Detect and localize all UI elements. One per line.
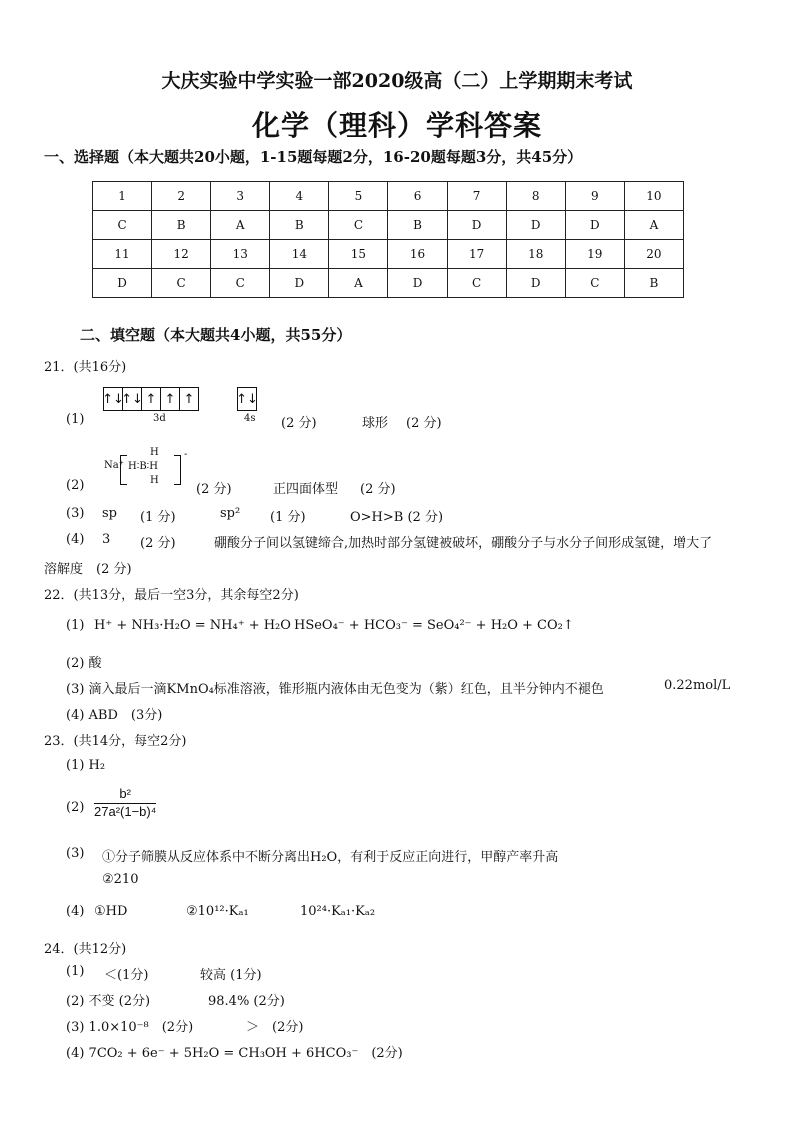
answer-cell: D xyxy=(93,269,152,298)
q21-p1-label: (1) xyxy=(66,412,85,427)
question-number-cell: 3 xyxy=(211,182,270,211)
section1-heading: 一、选择题（本大题共20小题，1-15题每题2分，16-20题每题3分，共45分） xyxy=(44,148,583,166)
q24-p3-b: ＞ (2分) xyxy=(246,1020,304,1035)
fraction-numerator: b² xyxy=(119,786,131,801)
q21-p1-shape: 球形 xyxy=(362,416,389,431)
q23-p4-a: ①HD xyxy=(94,904,128,919)
q24-p3-a: (3) 1.0×10⁻⁸ (2分) xyxy=(66,1020,194,1035)
question-number-cell: 10 xyxy=(624,182,683,211)
answer-cell: B xyxy=(388,211,447,240)
orbital-4s xyxy=(237,387,257,411)
q21-head: 21．(共16分) xyxy=(44,360,127,375)
section2-heading: 二、填空题（本大题共4小题，共55分） xyxy=(80,326,352,344)
answer-cell: A xyxy=(211,211,270,240)
answer-cell: C xyxy=(329,211,388,240)
q22-p2: (2) 酸 xyxy=(66,656,102,671)
answer-title: 化学（理科）学科答案 xyxy=(251,109,542,142)
q21-p2-shape: 正四面体型 xyxy=(273,482,339,497)
q24-p2-a: (2) 不变 (2分) xyxy=(66,994,151,1009)
answer-cell: C xyxy=(211,269,270,298)
question-number-cell: 15 xyxy=(329,240,388,269)
lewis-na: Na⁺ xyxy=(104,460,124,471)
q21-p2-label: (2) xyxy=(66,478,85,493)
lewis-top-h: H xyxy=(150,447,159,458)
lewis-charge: - xyxy=(184,449,188,460)
orbital-box: ↑ xyxy=(142,388,161,410)
exam-title: 大庆实验中学实验一部2020级高（二）上学期期末考试 xyxy=(161,70,633,92)
answer-cell: C xyxy=(565,269,624,298)
q23-p2-label: (2) xyxy=(66,800,85,815)
question-number-cell: 4 xyxy=(270,182,329,211)
question-number-cell: 16 xyxy=(388,240,447,269)
question-number-cell: 18 xyxy=(506,240,565,269)
q22-p1-eq2: HSeO₄⁻ + HCO₃⁻ = SeO₄²⁻ + H₂O + CO₂↑ xyxy=(294,618,574,633)
q21-p3-a: sp xyxy=(102,506,117,521)
q24-p4: (4) 7CO₂ + 6e⁻ + 5H₂O = CH₃OH + 6HCO₃⁻ (2分) xyxy=(66,1046,403,1061)
orbital-3d xyxy=(103,387,199,411)
question-number-cell: 2 xyxy=(152,182,211,211)
question-number-cell: 11 xyxy=(93,240,152,269)
q23-p3-label: (3) xyxy=(66,846,85,861)
question-number-cell: 19 xyxy=(565,240,624,269)
answer-cell: D xyxy=(565,211,624,240)
q21-p4-label: (4) xyxy=(66,532,85,547)
answer-cell: D xyxy=(506,211,565,240)
lewis-center: H∶B∶H xyxy=(128,461,158,472)
q22-p4: (4) ABD (3分) xyxy=(66,708,163,723)
question-number-cell: 20 xyxy=(624,240,683,269)
question-number-cell: 1 xyxy=(93,182,152,211)
answer-cell: D xyxy=(388,269,447,298)
q24-p1-b: 较高 (1分) xyxy=(200,968,262,983)
question-number-cell: 13 xyxy=(211,240,270,269)
q22-p1-label: (1) xyxy=(66,618,85,633)
q21-p1-shape-score: (2 分) xyxy=(406,416,442,431)
orbital-box: ↑ xyxy=(161,388,180,410)
q21-p2-score: (2 分) xyxy=(196,482,232,497)
q21-p1-score: (2 分) xyxy=(281,416,317,431)
q24-p1-a: ＜(1分) xyxy=(104,968,149,983)
orbital-3d-label: 3d xyxy=(153,413,166,424)
orbital-box: ↑ xyxy=(183,391,195,407)
q24-p2-b: 98.4% (2分) xyxy=(208,994,285,1009)
equilibrium-constant-fraction xyxy=(94,786,156,819)
answer-cell: D xyxy=(506,269,565,298)
q22-head: 22．(共13分，最后一空3分，其余每空2分) xyxy=(44,588,299,603)
orbital-box: ↑↓ xyxy=(236,391,258,407)
q23-p4-b: ②10¹²·Kₐ₁ xyxy=(186,904,249,919)
q21-p4-a: 3 xyxy=(102,532,111,547)
question-number-cell: 9 xyxy=(565,182,624,211)
q21-p3-label: (3) xyxy=(66,506,85,521)
q22-p1-eq1: H⁺ + NH₃·H₂O = NH₄⁺ + H₂O xyxy=(94,618,291,633)
q24-head: 24．(共12分) xyxy=(44,942,127,957)
answer-table-row xyxy=(93,211,684,240)
q21-p3-c: O>H>B (2 分) xyxy=(350,510,444,525)
answer-table-row xyxy=(93,182,684,211)
answer-cell: D xyxy=(447,211,506,240)
orbital-box: ↑↓ xyxy=(123,388,142,410)
q22-p3-value: 0.22mol/L xyxy=(664,678,731,693)
q21-p3-b-score: (1 分) xyxy=(270,510,306,525)
q23-p4-c: 10²⁴·Kₐ₁·Kₐ₂ xyxy=(300,904,376,919)
answer-table-row xyxy=(93,240,684,269)
lewis-bottom-h: H xyxy=(150,475,159,486)
q23-p3-a: ①分子筛膜从反应体系中不断分离出H₂O，有利于反应正向进行，甲醇产率升高 xyxy=(102,850,559,865)
lewis-structure xyxy=(120,447,190,487)
fraction-denominator: 27a²(1−b)⁴ xyxy=(94,804,157,819)
answer-cell: D xyxy=(270,269,329,298)
q21-p4-a-score: (2 分) xyxy=(140,536,176,551)
answer-cell: C xyxy=(93,211,152,240)
answer-table-row xyxy=(93,269,684,298)
answer-cell: A xyxy=(624,211,683,240)
answer-cell: C xyxy=(152,269,211,298)
q23-p1: (1) H₂ xyxy=(66,758,106,773)
question-number-cell: 14 xyxy=(270,240,329,269)
answer-cell: B xyxy=(624,269,683,298)
q22-p3: (3) 滴入最后一滴KMnO₄标准溶液，锥形瓶内液体由无色变为（紫）红色，且半分钟内不褪色 xyxy=(66,682,604,697)
q21-p4-text1: 硼酸分子间以氢键缔合,加热时部分氢键被破坏，硼酸分子与水分子间形成氢键，增大了 xyxy=(214,536,713,551)
q21-p3-a-score: (1 分) xyxy=(140,510,176,525)
orbital-box: ↑↓ xyxy=(104,388,123,410)
question-number-cell: 12 xyxy=(152,240,211,269)
q24-p1-label: (1) xyxy=(66,964,85,979)
answer-cell: B xyxy=(270,211,329,240)
question-number-cell: 5 xyxy=(329,182,388,211)
q21-p4-text2: 溶解度 (2 分) xyxy=(44,562,132,577)
orbital-4s-label: 4s xyxy=(244,413,256,424)
question-number-cell: 17 xyxy=(447,240,506,269)
question-number-cell: 6 xyxy=(388,182,447,211)
q23-p4-label: (4) xyxy=(66,904,85,919)
q21-p3-b: sp² xyxy=(220,506,241,521)
q23-head: 23．(共14分，每空2分) xyxy=(44,734,187,749)
answer-cell: C xyxy=(447,269,506,298)
q23-p3-b: ②210 xyxy=(102,872,139,887)
question-number-cell: 7 xyxy=(447,182,506,211)
answer-table xyxy=(92,181,684,298)
question-number-cell: 8 xyxy=(506,182,565,211)
answer-cell: A xyxy=(329,269,388,298)
q21-p2-shape-score: (2 分) xyxy=(360,482,396,497)
answer-cell: B xyxy=(152,211,211,240)
